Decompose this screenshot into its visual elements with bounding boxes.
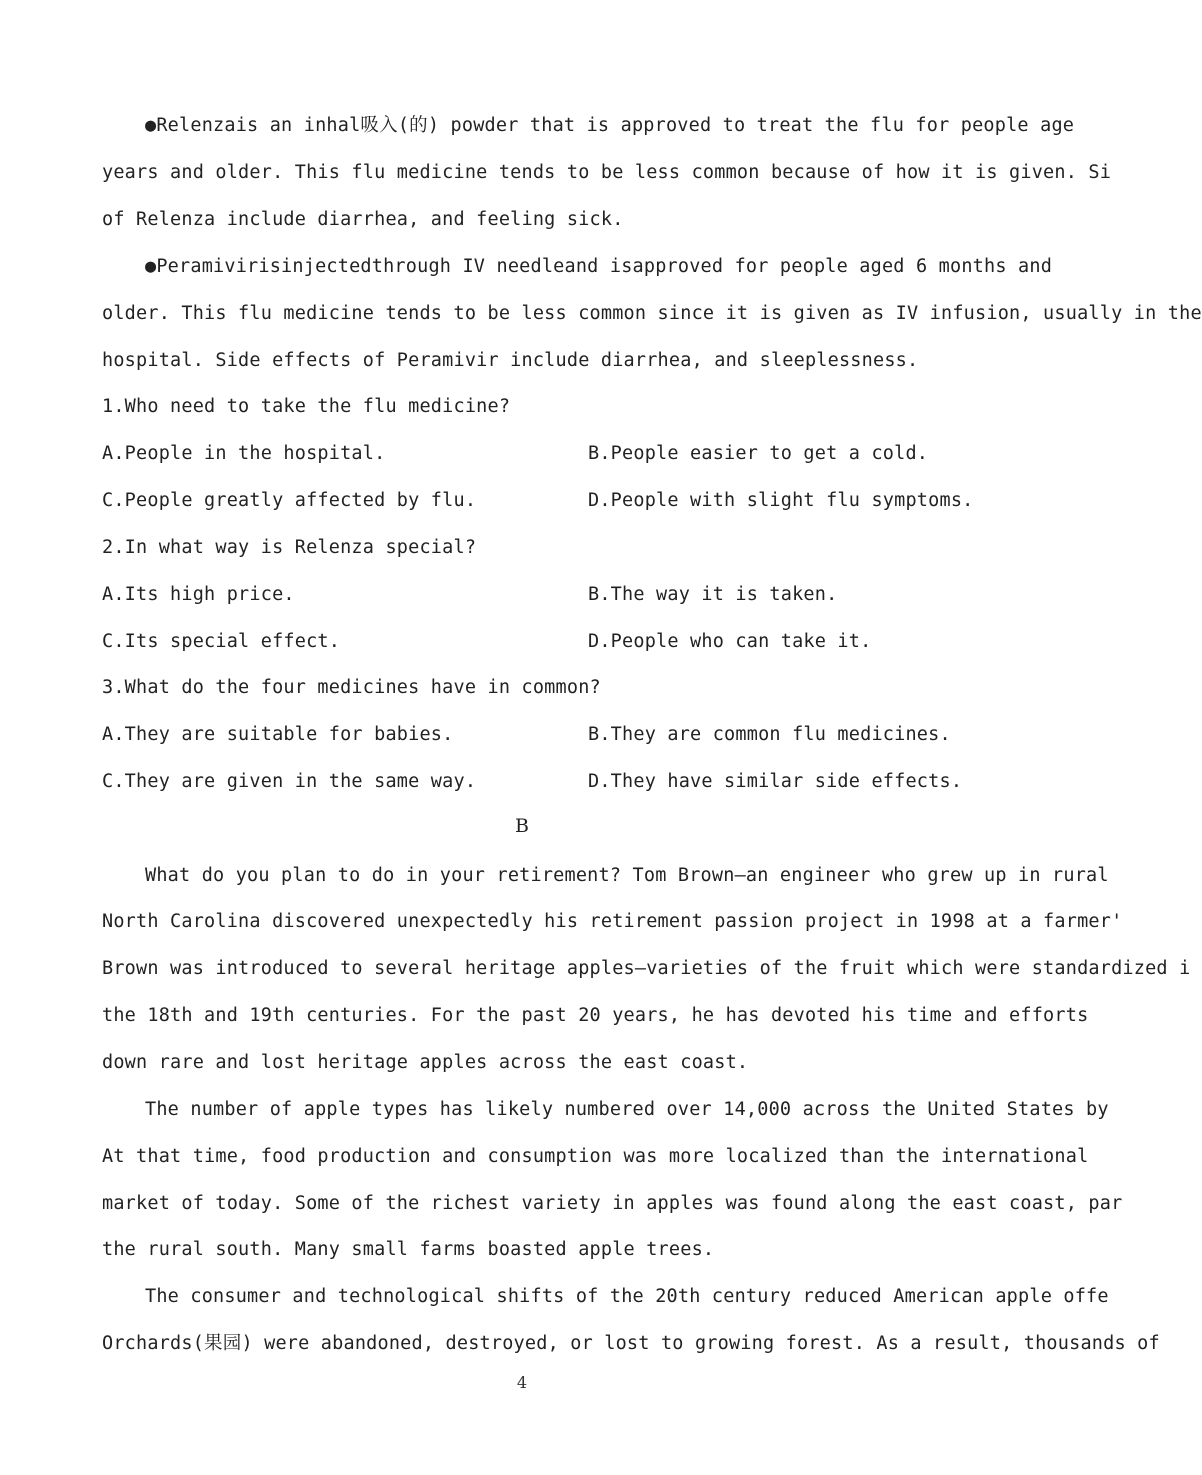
paragraph-line: down rare and lost heritage apples across the east coast. (102, 1052, 749, 1073)
paragraph-line: The consumer and technological shifts of the 20th century reduced American apple offe (145, 1286, 1109, 1307)
paragraph-line: Orchards(果园) were abandoned, destroyed, or lost to growing forest. As a result, thousands of (102, 1333, 1160, 1354)
option-d: D.People with slight flu symptoms. (588, 490, 974, 511)
page-number: 4 (516, 1373, 528, 1392)
option-c: C.Its special effect. (102, 631, 341, 652)
paragraph-line: North Carolina discovered unexpectedly his retirement passion project in 1998 at a farmer' (102, 911, 1123, 932)
paragraph-line: the rural south. Many small farms boasted apple trees. (102, 1239, 715, 1260)
option-c: C.They are given in the same way. (102, 771, 477, 792)
paragraph-line: the 18th and 19th centuries. For the past 20 years, he has devoted his time and efforts (102, 1005, 1089, 1026)
option-b: B.They are common flu medicines. (588, 724, 951, 745)
option-c: C.People greatly affected by flu. (102, 490, 477, 511)
option-b: B.The way it is taken. (588, 584, 838, 605)
paragraph-line: years and older. This flu medicine tends to be less common because of how it is given. Si (102, 162, 1112, 183)
question-stem: 1.Who need to take the flu medicine? (102, 396, 511, 417)
paragraph-line: ●Peramivirisinjectedthrough IV needleand isapproved for people aged 6 months and (145, 256, 1053, 277)
paragraph-line: The number of apple types has likely numbered over 14,000 across the United States by (145, 1099, 1109, 1120)
section-heading: B (515, 815, 529, 837)
paragraph-line: Brown was introduced to several heritage apples—varieties of the fruit which were standardized i (102, 958, 1191, 979)
paragraph-line: older. This flu medicine tends to be less common since it is given as IV infusion, usually in the (102, 303, 1202, 324)
option-a: A.They are suitable for babies. (102, 724, 454, 745)
option-a: A.Its high price. (102, 584, 295, 605)
question-stem: 3.What do the four medicines have in common? (102, 677, 601, 698)
option-d: D.People who can take it. (588, 631, 872, 652)
paragraph-line: ●Relenzais an inhal吸入(的) powder that is approved to treat the flu for people age (145, 115, 1075, 136)
paragraph-line: hospital. Side effects of Peramivir include diarrhea, and sleeplessness. (102, 350, 919, 371)
question-stem: 2.In what way is Relenza special? (102, 537, 477, 558)
paragraph-line: At that time, food production and consumption was more localized than the international (102, 1146, 1089, 1167)
paragraph-line: of Relenza include diarrhea, and feeling sick. (102, 209, 624, 230)
paragraph-line: market of today. Some of the richest variety in apples was found along the east coast, par (102, 1193, 1123, 1214)
paragraph-line: What do you plan to do in your retirement? Tom Brown—an engineer who grew up in rural (145, 865, 1109, 886)
option-d: D.They have similar side effects. (588, 771, 963, 792)
option-a: A.People in the hospital. (102, 443, 386, 464)
option-b: B.People easier to get a cold. (588, 443, 929, 464)
